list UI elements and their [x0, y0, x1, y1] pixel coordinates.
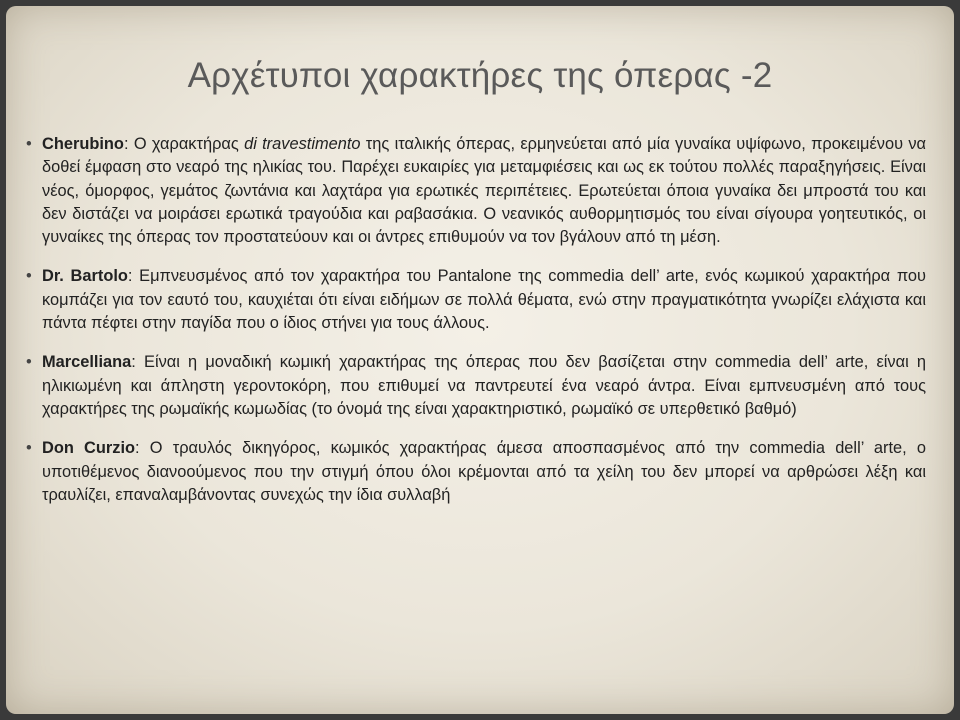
item-text: Εμπνευσμένος από τον χαρακτήρα του Pantalone της commedia dell’ arte, ενός κωμικού χαρακτήρα που κομπάζει για τον εαυτό του, καυχιέται ότι είναι ειδήμων σε πολλά θέματα, ενώ στην πραγματικότητα γνωρίζει ελάχιστα και πάντα πέφτει στην παγίδα που ο ίδιος στήνει για τους άλλους.: [42, 267, 927, 333]
bullet-icon: •: [26, 353, 32, 372]
bullet-icon: •: [26, 267, 32, 286]
item-text: Ο τραυλός δικηγόρος, κωμικός χαρακτήρας άμεσα αποσπασμένος από την commedia dell’ arte, ο υποτιθέμενος διανοούμενος που την στιγμή όπου όλοι κρέμονται από τα χείλη του δεν μπορεί να αρθρώσει λέξη και τραυλίζει, επαναλαμβάνοντας συνεχώς την ίδια συλλαβή: [42, 439, 927, 504]
character-name: Marcelliana: [42, 353, 132, 372]
list-item-curzio: [26, 437, 926, 507]
character-name: Don Curzio: [42, 439, 136, 458]
name-separator: :: [127, 267, 140, 286]
character-name: Dr. Bartolo: [42, 267, 128, 286]
item-text: της ιταλικής όπερας, ερμηνεύεται από μία γυναίκα υψίφωνο, προκειμένου να δοθεί έμφαση στο νεαρό της ηλικίας του. Παρέχει ευκαιρίες για μεταμφιέσεις και ως εκ τούτου πολλές παραξηγήσεις. Είναι νέος, όμορφος, γεμάτος ζωντάνια και λαχτάρα για ερωτικές περιπέτειες. Ερωτεύεται όποια γυναίκα δει μπροστά του και δεν διστάζει να μοιράσει ερωτικά τραγούδια και ραβασάκια. Ο νεανικός αυθορμητισμός του είναι σίγουρα γοητευτικός, οι γυναίκες της όπερας τον προστατεύουν και οι άντρες επιθυμούν να τον βγάλουν από τη μέση.: [42, 135, 926, 247]
item-text: Ο χαρακτήρας: [133, 135, 245, 153]
item-italic-term: di travestimento: [244, 135, 361, 153]
name-separator: :: [123, 135, 134, 153]
list-item-cherubino: [26, 133, 926, 249]
bullet-icon: •: [26, 135, 32, 153]
list-item-bartolo: [26, 265, 926, 335]
bullet-icon: •: [26, 439, 32, 458]
bullet-list: [26, 133, 926, 523]
list-item-marcelliana: [26, 351, 926, 421]
slide-title: Αρχέτυποι χαρακτήρες της όπερας -2: [187, 56, 773, 95]
item-text: Είναι η μοναδική κωμική χαρακτήρας της όπερας που δεν βασίζεται στην commedia dell’ arte, είναι η ηλικιωμένη και άπληστη γεροντοκόρη, που επιθυμεί να παντρευτεί ένα νεαρό άντρα. Είναι εμπνευσμένη από τους χαρακτήρες της ρωμαϊκής κωμωδίας (το όνομά της είναι χαρακτηριστικό, ρωμαϊκό σε υπερθετικό βαθμό): [42, 353, 927, 418]
name-separator: :: [131, 353, 145, 372]
slide: [6, 6, 954, 714]
character-name: Cherubino: [42, 135, 124, 153]
name-separator: :: [135, 439, 150, 458]
